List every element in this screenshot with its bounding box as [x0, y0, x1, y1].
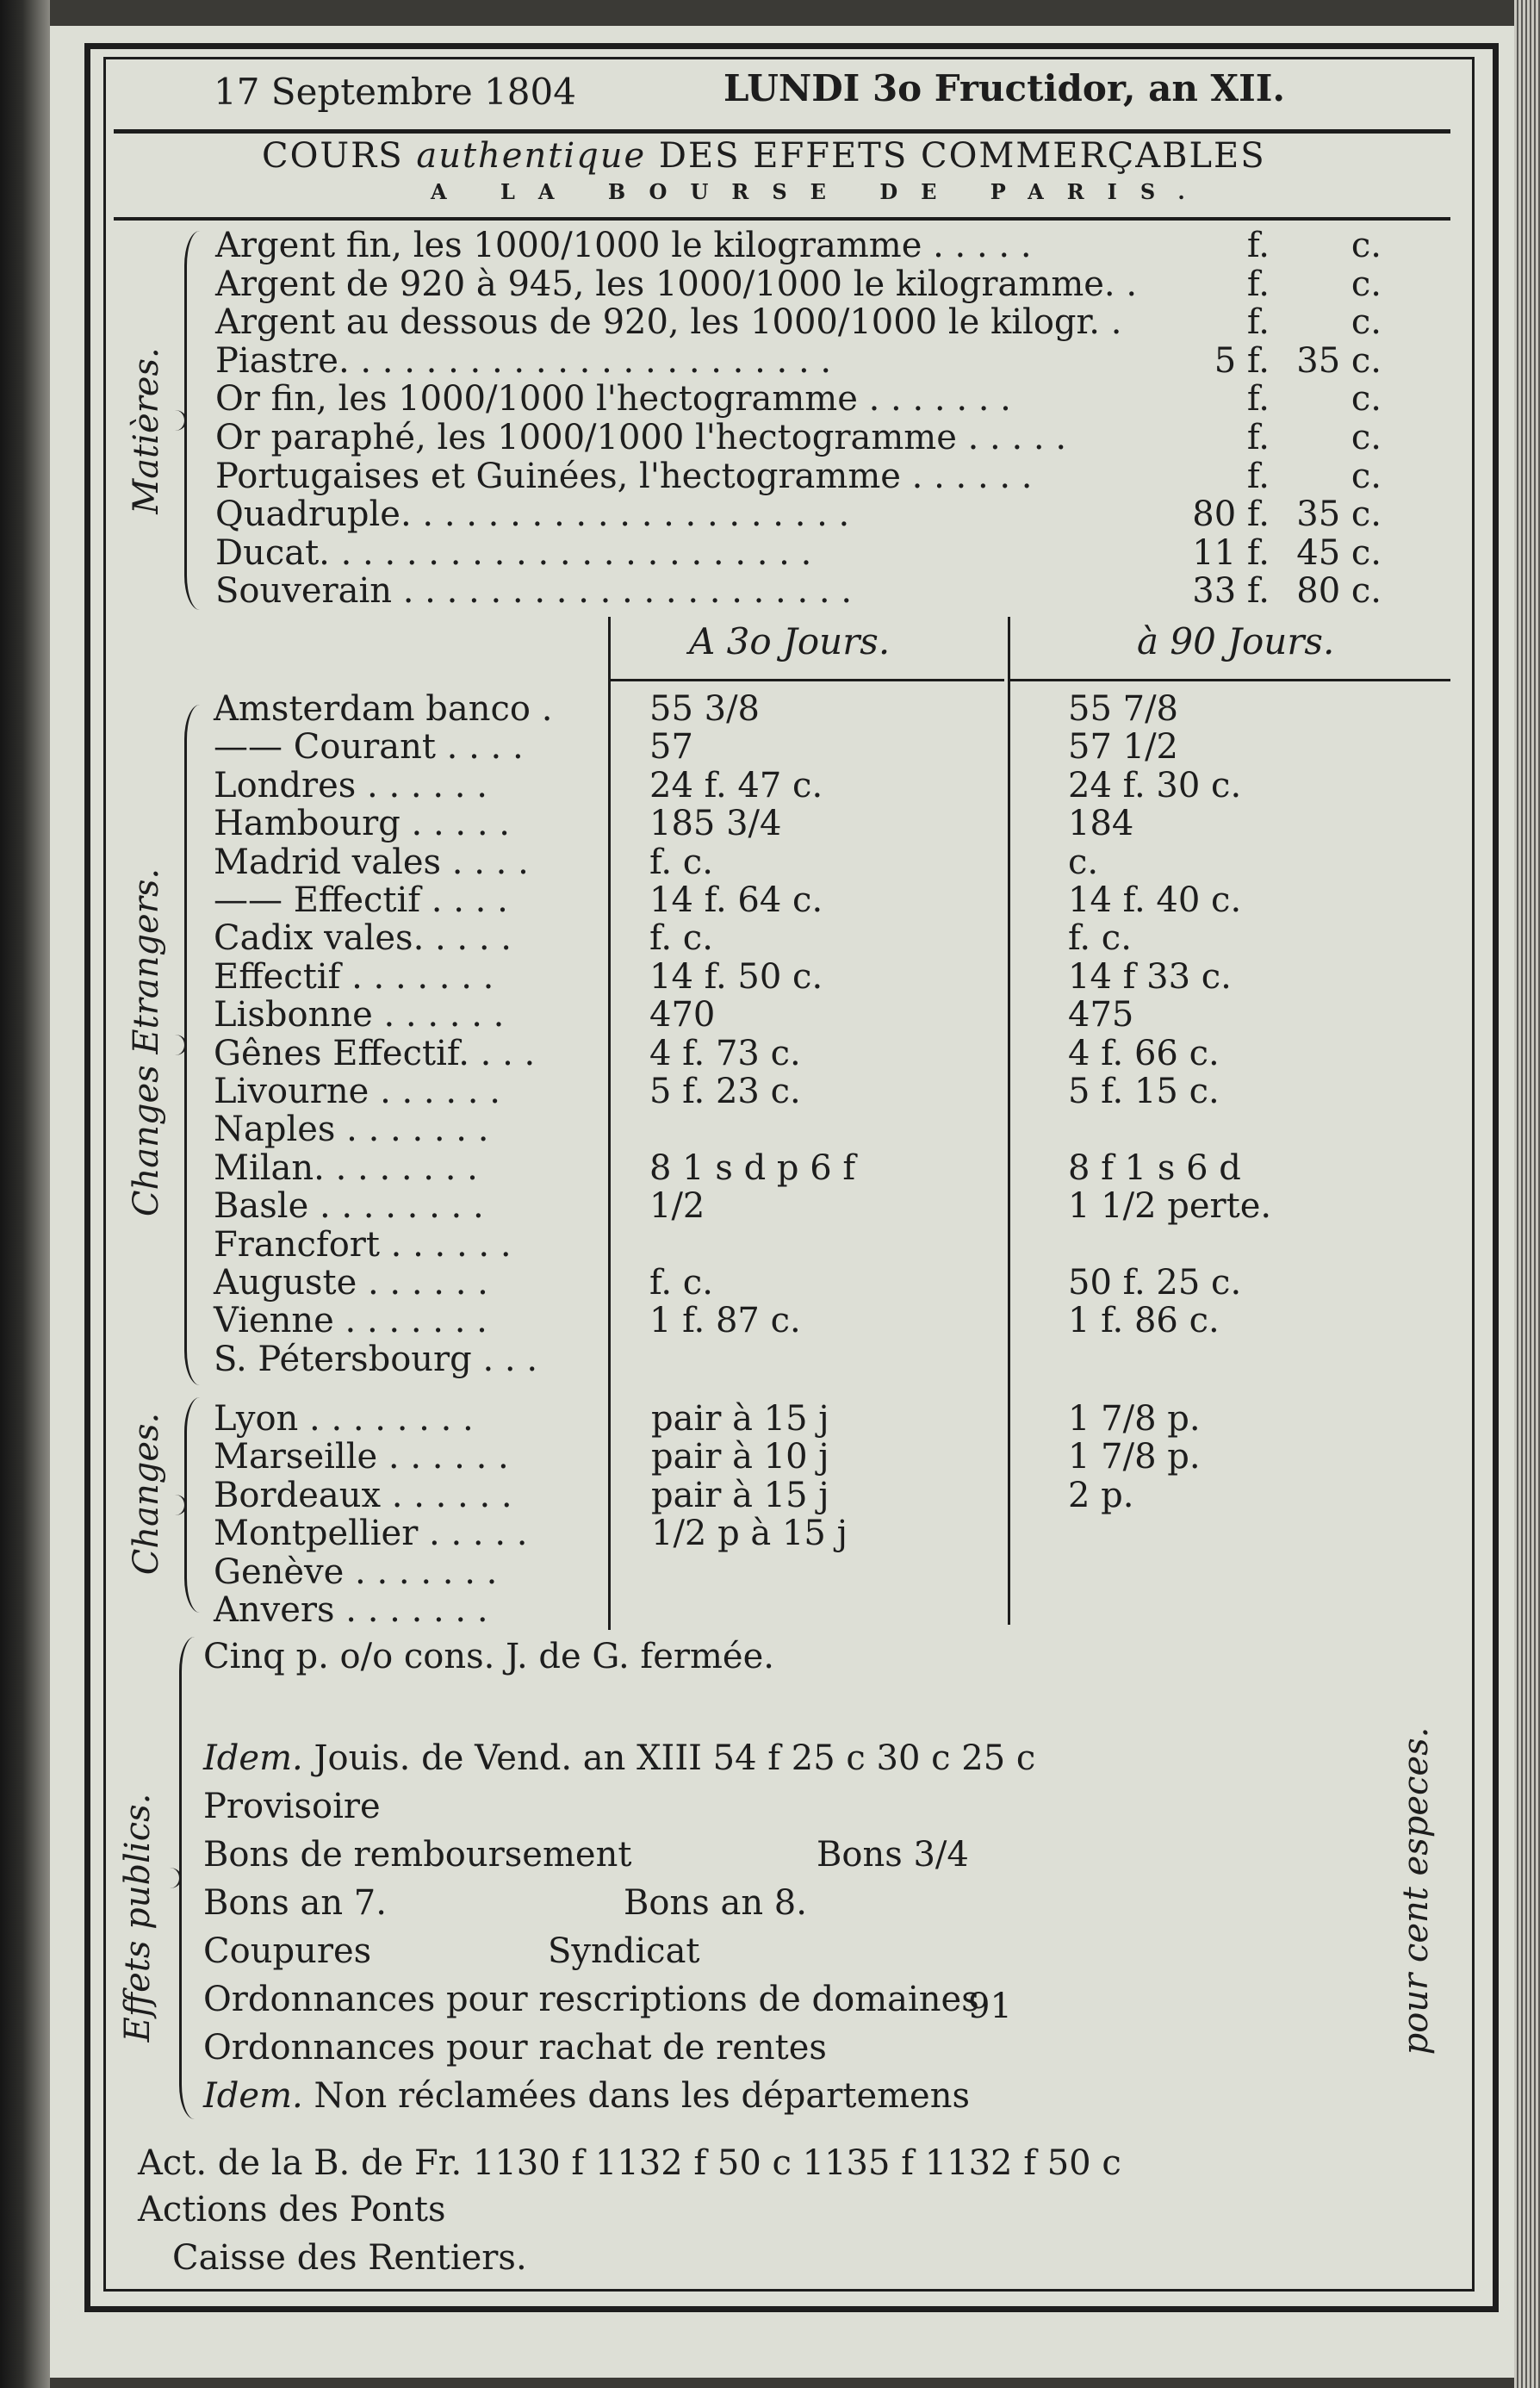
change-etranger-30-jours: 470: [649, 995, 716, 1035]
change-etranger-90-jours: c.: [1068, 842, 1099, 882]
matiere-centimes: c.: [1351, 264, 1382, 304]
matiere-name: Portugaises et Guinées, l'hectogramme . . . . . .: [215, 456, 1033, 496]
matiere-francs: 11 f.: [1192, 532, 1270, 573]
change-etranger-30-jours: 1/2: [649, 1186, 705, 1227]
matiere-centimes: c.: [1351, 379, 1382, 420]
brace-effets-publics: [179, 1637, 202, 2119]
idem-non-reclamees: [203, 2076, 970, 2116]
matiere-centimes: c.: [1351, 418, 1382, 457]
matiere-centimes: c.: [1351, 456, 1382, 496]
matiere-francs: f.: [1246, 456, 1270, 496]
change-etranger-place: —— Courant . . . .: [214, 727, 524, 768]
matiere-name: Ducat. . . . . . . . . . . . . . . . . . . . . . .: [215, 532, 812, 573]
matiere-centimes: 45 c.: [1296, 532, 1382, 573]
change-etranger-place: Gênes Effectif. . . .: [214, 1033, 536, 1073]
change-etranger-90-jours: 8 f 1 s 6 d: [1068, 1147, 1241, 1188]
change-90-jours: 1 7/8 p.: [1068, 1437, 1201, 1477]
matiere-name: Argent fin, les 1000/1000 le kilogramme . . . . .: [215, 226, 1032, 265]
change-etranger-place: Hambourg . . . . .: [214, 804, 510, 844]
change-etranger-place: Francfort . . . . . .: [214, 1224, 512, 1265]
column-head-rule-90: [1009, 679, 1450, 681]
matiere-centimes: c.: [1351, 226, 1382, 265]
change-90-jours: 1 7/8 p.: [1068, 1399, 1201, 1439]
matiere-name: Argent de 920 à 945, les 1000/1000 le kilogramme. .: [215, 264, 1138, 304]
matiere-name: Piastre. . . . . . . . . . . . . . . . . . . . . . .: [215, 340, 832, 381]
change-etranger-30-jours: f. c.: [649, 842, 713, 882]
bons-remboursement: Bons de remboursement: [203, 1835, 632, 1875]
book-binding: [0, 0, 50, 2388]
change-etranger-place: —— Effectif . . . .: [214, 880, 508, 920]
matiere-centimes: 35 c.: [1296, 494, 1382, 535]
matiere-name: Souverain . . . . . . . . . . . . . . . . . . . . .: [215, 571, 853, 612]
bons-an-8: Bons an 8.: [624, 1883, 807, 1923]
change-etranger-30-jours: 185 3/4: [649, 804, 782, 844]
change-etranger-90-jours: 14 f 33 c.: [1068, 956, 1232, 997]
change-etranger-30-jours: f. c.: [649, 1263, 713, 1303]
non-reclamees-text: Non réclamées dans les départemens: [314, 2076, 971, 2116]
change-30-jours: pair à 15 j: [651, 1475, 829, 1515]
idem-label-2: Idem.: [203, 2076, 303, 2116]
change-place: Bordeaux . . . . . .: [214, 1475, 512, 1515]
change-etranger-place: Madrid vales . . . .: [214, 842, 529, 882]
change-etranger-90-jours: 57 1/2: [1068, 727, 1178, 768]
column-divider-right: [1008, 617, 1010, 1625]
brace-matieres: [184, 231, 208, 610]
bons-an-7: Bons an 7.: [203, 1883, 387, 1923]
idem-label: Idem.: [203, 1738, 303, 1778]
change-place: Genève . . . . . . .: [214, 1552, 498, 1592]
change-etranger-place: Naples . . . . . . .: [214, 1110, 489, 1150]
change-etranger-30-jours: f. c.: [649, 918, 713, 959]
matiere-francs: f.: [1246, 264, 1270, 304]
ordonnances-rachat: Ordonnances pour rachat de rentes: [203, 2028, 827, 2068]
title-cours: COURS: [262, 136, 404, 176]
syndicat: Syndicat: [548, 1931, 700, 1971]
caisse-des-rentiers: Caisse des Rentiers.: [172, 2238, 527, 2278]
matiere-name: Quadruple. . . . . . . . . . . . . . . . . . . . .: [215, 494, 850, 535]
matiere-francs: 5 f.: [1214, 340, 1270, 381]
change-etranger-90-jours: 24 f. 30 c.: [1068, 765, 1242, 805]
actions-banque-de-france: Act. de la B. de Fr. 1130 f 1132 f 50 c 1135 f 1132 f 50 c: [138, 2143, 1121, 2183]
change-place: Marseille . . . . . .: [214, 1437, 509, 1477]
matiere-francs: f.: [1246, 379, 1270, 420]
matiere-francs: f.: [1246, 302, 1270, 343]
bons-three-quarters: Bons 3/4: [817, 1835, 969, 1875]
change-etranger-90-jours: 50 f. 25 c.: [1068, 1263, 1242, 1303]
ordonnances-rescriptions: Ordonnances pour rescriptions de domaines: [203, 1980, 979, 2019]
column-divider-left: [608, 617, 611, 1630]
change-etranger-30-jours: 14 f. 64 c.: [649, 880, 823, 920]
change-etranger-90-jours: 5 f. 15 c.: [1068, 1072, 1220, 1111]
section-label-changes: Changes.: [127, 1412, 166, 1576]
matiere-francs: 33 f.: [1192, 571, 1270, 612]
column-head-90-jours: à 90 Jours.: [1137, 620, 1335, 662]
matiere-centimes: 80 c.: [1296, 571, 1382, 612]
change-place: Anvers . . . . . . .: [214, 1590, 488, 1630]
change-etranger-90-jours: 14 f. 40 c.: [1068, 880, 1242, 920]
change-etranger-90-jours: f. c.: [1068, 918, 1132, 959]
change-30-jours: pair à 10 j: [651, 1437, 829, 1477]
change-etranger-place: Basle . . . . . . . .: [214, 1186, 484, 1227]
header-rule: [114, 129, 1450, 134]
matiere-name: Or paraphé, les 1000/1000 l'hectogramme . . . . .: [215, 418, 1067, 457]
change-etranger-place: Lisbonne . . . . . .: [214, 995, 505, 1035]
change-etranger-30-jours: 4 f. 73 c.: [649, 1033, 801, 1073]
title-effets: DES EFFETS COMMERÇABLES: [658, 136, 1266, 176]
brace-changes-etrangers: [184, 705, 208, 1385]
matiere-francs: f.: [1246, 226, 1270, 265]
side-label-pour-cent-especes: pour cent especes.: [1396, 1726, 1436, 2055]
change-etranger-30-jours: 24 f. 47 c.: [649, 765, 823, 805]
idem-jouissance: [203, 1738, 1035, 1778]
change-etranger-90-jours: 4 f. 66 c.: [1068, 1033, 1220, 1073]
change-place: Lyon . . . . . . . .: [214, 1399, 474, 1439]
change-30-jours: 1/2 p à 15 j: [651, 1514, 848, 1554]
matiere-name: Argent au dessous de 920, les 1000/1000 le kilogr. .: [215, 302, 1122, 343]
column-head-rule-30: [608, 679, 1004, 681]
change-etranger-30-jours: 5 f. 23 c.: [649, 1072, 801, 1111]
change-etranger-30-jours: 57: [649, 727, 693, 768]
change-etranger-place: Effectif . . . . . . .: [214, 956, 494, 997]
page-title: [262, 136, 1266, 176]
change-etranger-place: S. Pétersbourg . . .: [214, 1339, 538, 1379]
provisoire: Provisoire: [203, 1787, 381, 1826]
cinq-pour-cent: Cinq p. o/o cons. J. de G. fermée.: [203, 1637, 774, 1676]
matiere-francs: f.: [1246, 418, 1270, 457]
matiere-francs: 80 f.: [1192, 494, 1270, 535]
page-subtitle: A LA BOURSE DE PARIS.: [431, 179, 1208, 204]
change-etranger-place: Londres . . . . . .: [214, 765, 487, 805]
jouissance-values: Jouis. de Vend. an XIII 54 f 25 c 30 c 25 c: [314, 1738, 1036, 1778]
change-etranger-90-jours: 184: [1068, 804, 1134, 844]
change-etranger-30-jours: 8 1 s d p 6 f: [649, 1147, 856, 1188]
change-30-jours: pair à 15 j: [651, 1399, 829, 1439]
title-authentique: authentique: [416, 136, 647, 176]
date-republican: LUNDI 3o Fructidor, an XII.: [723, 67, 1286, 109]
change-etranger-90-jours: 1 f. 86 c.: [1068, 1301, 1220, 1341]
change-etranger-place: Cadix vales. . . . .: [214, 918, 512, 959]
subtitle-rule: [114, 217, 1450, 221]
column-head-30-jours: A 3o Jours.: [689, 620, 891, 662]
change-etranger-30-jours: 55 3/8: [649, 689, 760, 729]
section-label-changes-etrangers: Changes Etrangers.: [127, 868, 166, 1217]
date-gregorian: 17 Septembre 1804: [214, 71, 576, 113]
change-etranger-90-jours: 1 1/2 perte.: [1068, 1186, 1272, 1227]
change-etranger-place: Milan. . . . . . . .: [214, 1147, 478, 1188]
change-etranger-place: Vienne . . . . . . .: [214, 1301, 487, 1341]
section-label-matieres: Matières.: [127, 347, 166, 514]
matiere-centimes: c.: [1351, 302, 1382, 343]
matiere-centimes: 35 c.: [1296, 340, 1382, 381]
change-etranger-place: Amsterdam banco .: [214, 689, 553, 729]
change-place: Montpellier . . . . .: [214, 1514, 528, 1554]
change-etranger-30-jours: 1 f. 87 c.: [649, 1301, 801, 1341]
change-etranger-place: Auguste . . . . . .: [214, 1263, 488, 1303]
change-90-jours: 2 p.: [1068, 1475, 1134, 1515]
page-edges: [1514, 0, 1540, 2388]
matiere-name: Or fin, les 1000/1000 l'hectogramme . . . . . . .: [215, 379, 1011, 420]
brace-changes: [184, 1397, 208, 1613]
change-etranger-place: Livourne . . . . . .: [214, 1072, 500, 1111]
section-label-effets-publics: Effets publics.: [118, 1793, 158, 2043]
change-etranger-30-jours: 14 f. 50 c.: [649, 956, 823, 997]
coupures: Coupures: [203, 1931, 372, 1971]
change-etranger-90-jours: 475: [1068, 995, 1134, 1035]
ordonnances-rescriptions-value: 91: [968, 1987, 1012, 2026]
change-etranger-90-jours: 55 7/8: [1068, 689, 1178, 729]
actions-des-ponts: Actions des Ponts: [138, 2190, 446, 2229]
